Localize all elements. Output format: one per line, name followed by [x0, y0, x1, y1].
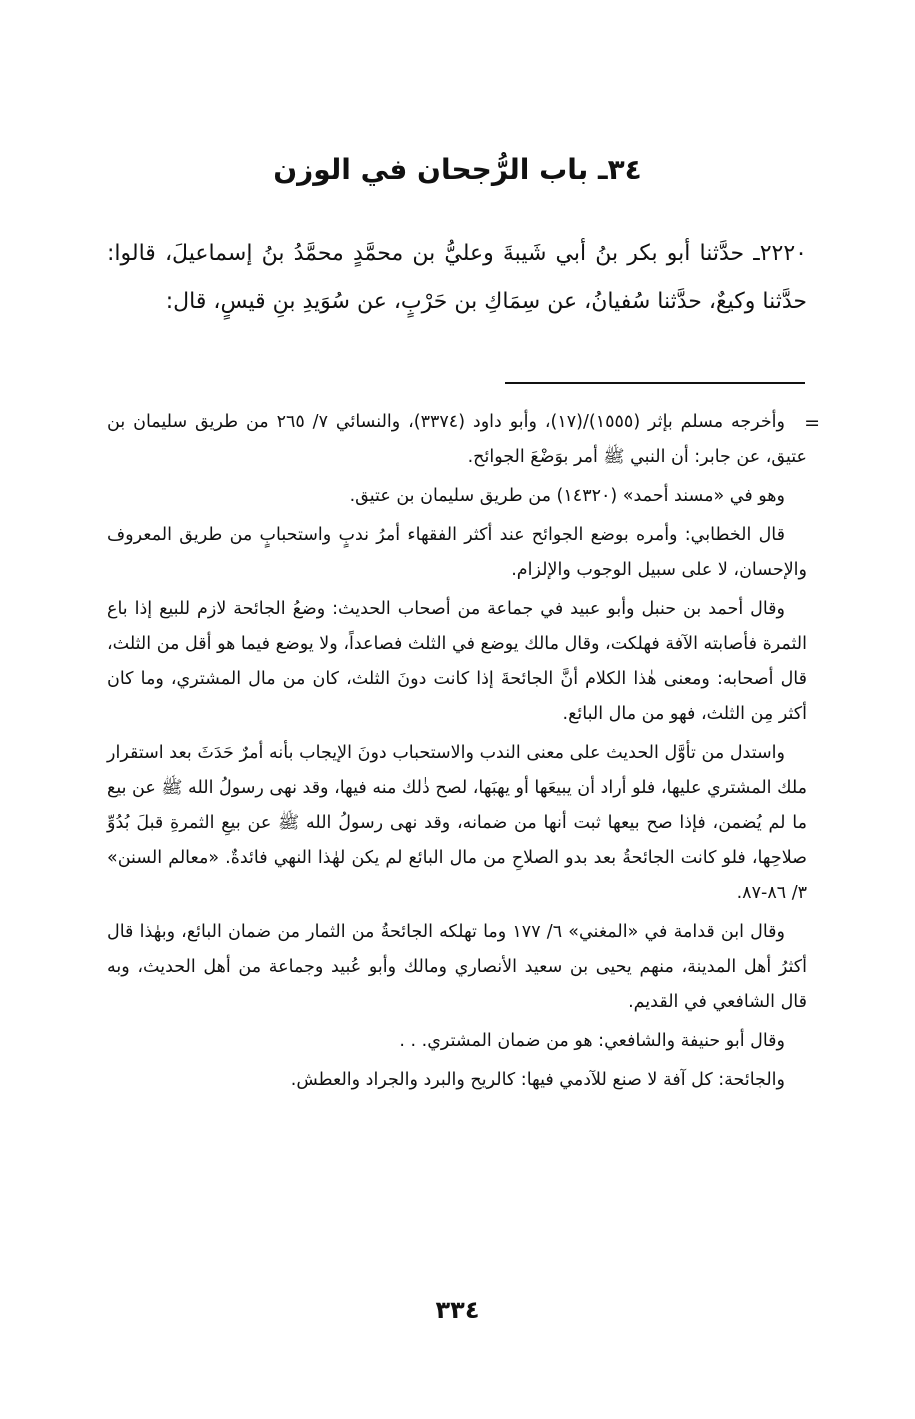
- hadith-text: ٢٢٢٠ـ حدَّثنا أبو بكر بنُ أبي شَيبةَ وعليُّ بن محمَّدٍ محمَّدُ بنُ إسماعيلَ، قالوا: حدَّثنا وكيعٌ، حدَّثنا سُفيانُ، عن سِمَاكِ بن حَرْبٍ، عن سُوَيدِ بنِ قيسٍ، قال:: [107, 241, 807, 314]
- footnote-paragraph: وقال ابن قدامة في «المغني» ٦/ ١٧٧ وما تهلكه الجائحةُ من الثمار من ضمان البائع، وبهٰذا قال أكثرُ أهل المدينة، منهم يحيى بن سعيد الأنصاري ومالك وأبو عُبيد وجماعة من أهل الحديث، وبه قال الشافعي في القديم.: [107, 922, 807, 1012]
- footnote-paragraph: والجائحة: كل آفة لا صنع للآدمي فيها: كالريح والبرد والجراد والعطش.: [290, 1070, 785, 1090]
- footnote-paragraph: واستدل من تأوَّل الحديث على معنى الندب والاستحباب دونَ الإيجاب بأنه أمرٌ حَدَثَ بعد استقرار ملك المشتري عليها، فلو أراد أن يبيعَها أو يهبَها، لصح ذٰلك منه فيها، وقد نهى رسولُ الله ﷺ عن بيع ما لم يُضمن، فإذا صح بيعها ثبت أنها من ضمانه، وقد نهى رسولُ الله ﷺ عن بيعِ الثمرةِ قبلَ بُدُوِّ صلاحِها، فلو كانت الجائحةُ بعد بدو الصلاحِ من مال البائع لم يكن لهٰذا النهي فائدةٌ. «معالم السنن» ٣/ ٨٦-٨٧.: [107, 743, 807, 903]
- footnotes-block: [107, 405, 807, 1102]
- page-number: ٣٣٤: [435, 1296, 480, 1324]
- footnote-paragraph: وهو في «مسند أحمد» (١٤٣٢٠) من طريق سليمان بن عتيق.: [349, 486, 785, 506]
- footnote-paragraph: وقال أبو حنيفة والشافعي: هو من ضمان المشتري. . .: [399, 1031, 785, 1051]
- footnote-separator: [505, 382, 805, 384]
- footnote-continuation-marker: =: [804, 412, 820, 434]
- footnote-paragraph: وقال أحمد بن حنبل وأبو عبيد في جماعة من أصحاب الحديث: وضعُ الجائحة لازم للبيع إذا باع الثمرة فأصابته الآفة فهلكت، وقال مالك يوضع في الثلث فصاعداً، ولا يوضع فيما هو أقل من الثلث، قال أصحابه: ومعنى هٰذا الكلام أنَّ الجائحةَ إذا كانت دونَ الثلث، كان من مال المشتري، وما كان أكثر مِن الثلث، فهو من مال البائع.: [107, 599, 807, 724]
- hadith-text-block: [107, 230, 807, 326]
- chapter-title: ٣٤ـ باب الرُّجحان في الوزن: [273, 153, 642, 186]
- footnote-paragraph: وأخرجه مسلم بإثر (١٥٥٥)/(١٧)، وأبو داود (٣٣٧٤)، والنسائي ٧/ ٢٦٥ من طريق سليمان بن عتيق، عن جابر: أن النبي ﷺ أمر بوَضْعَ الجوائح.: [107, 412, 807, 467]
- footnote-paragraph: قال الخطابي: وأمره بوضع الجوائح عند أكثر الفقهاء أمرُ ندبٍ واستحبابٍ من طريق المعروف والإحسان، لا على سبيل الوجوب والإلزام.: [107, 525, 807, 580]
